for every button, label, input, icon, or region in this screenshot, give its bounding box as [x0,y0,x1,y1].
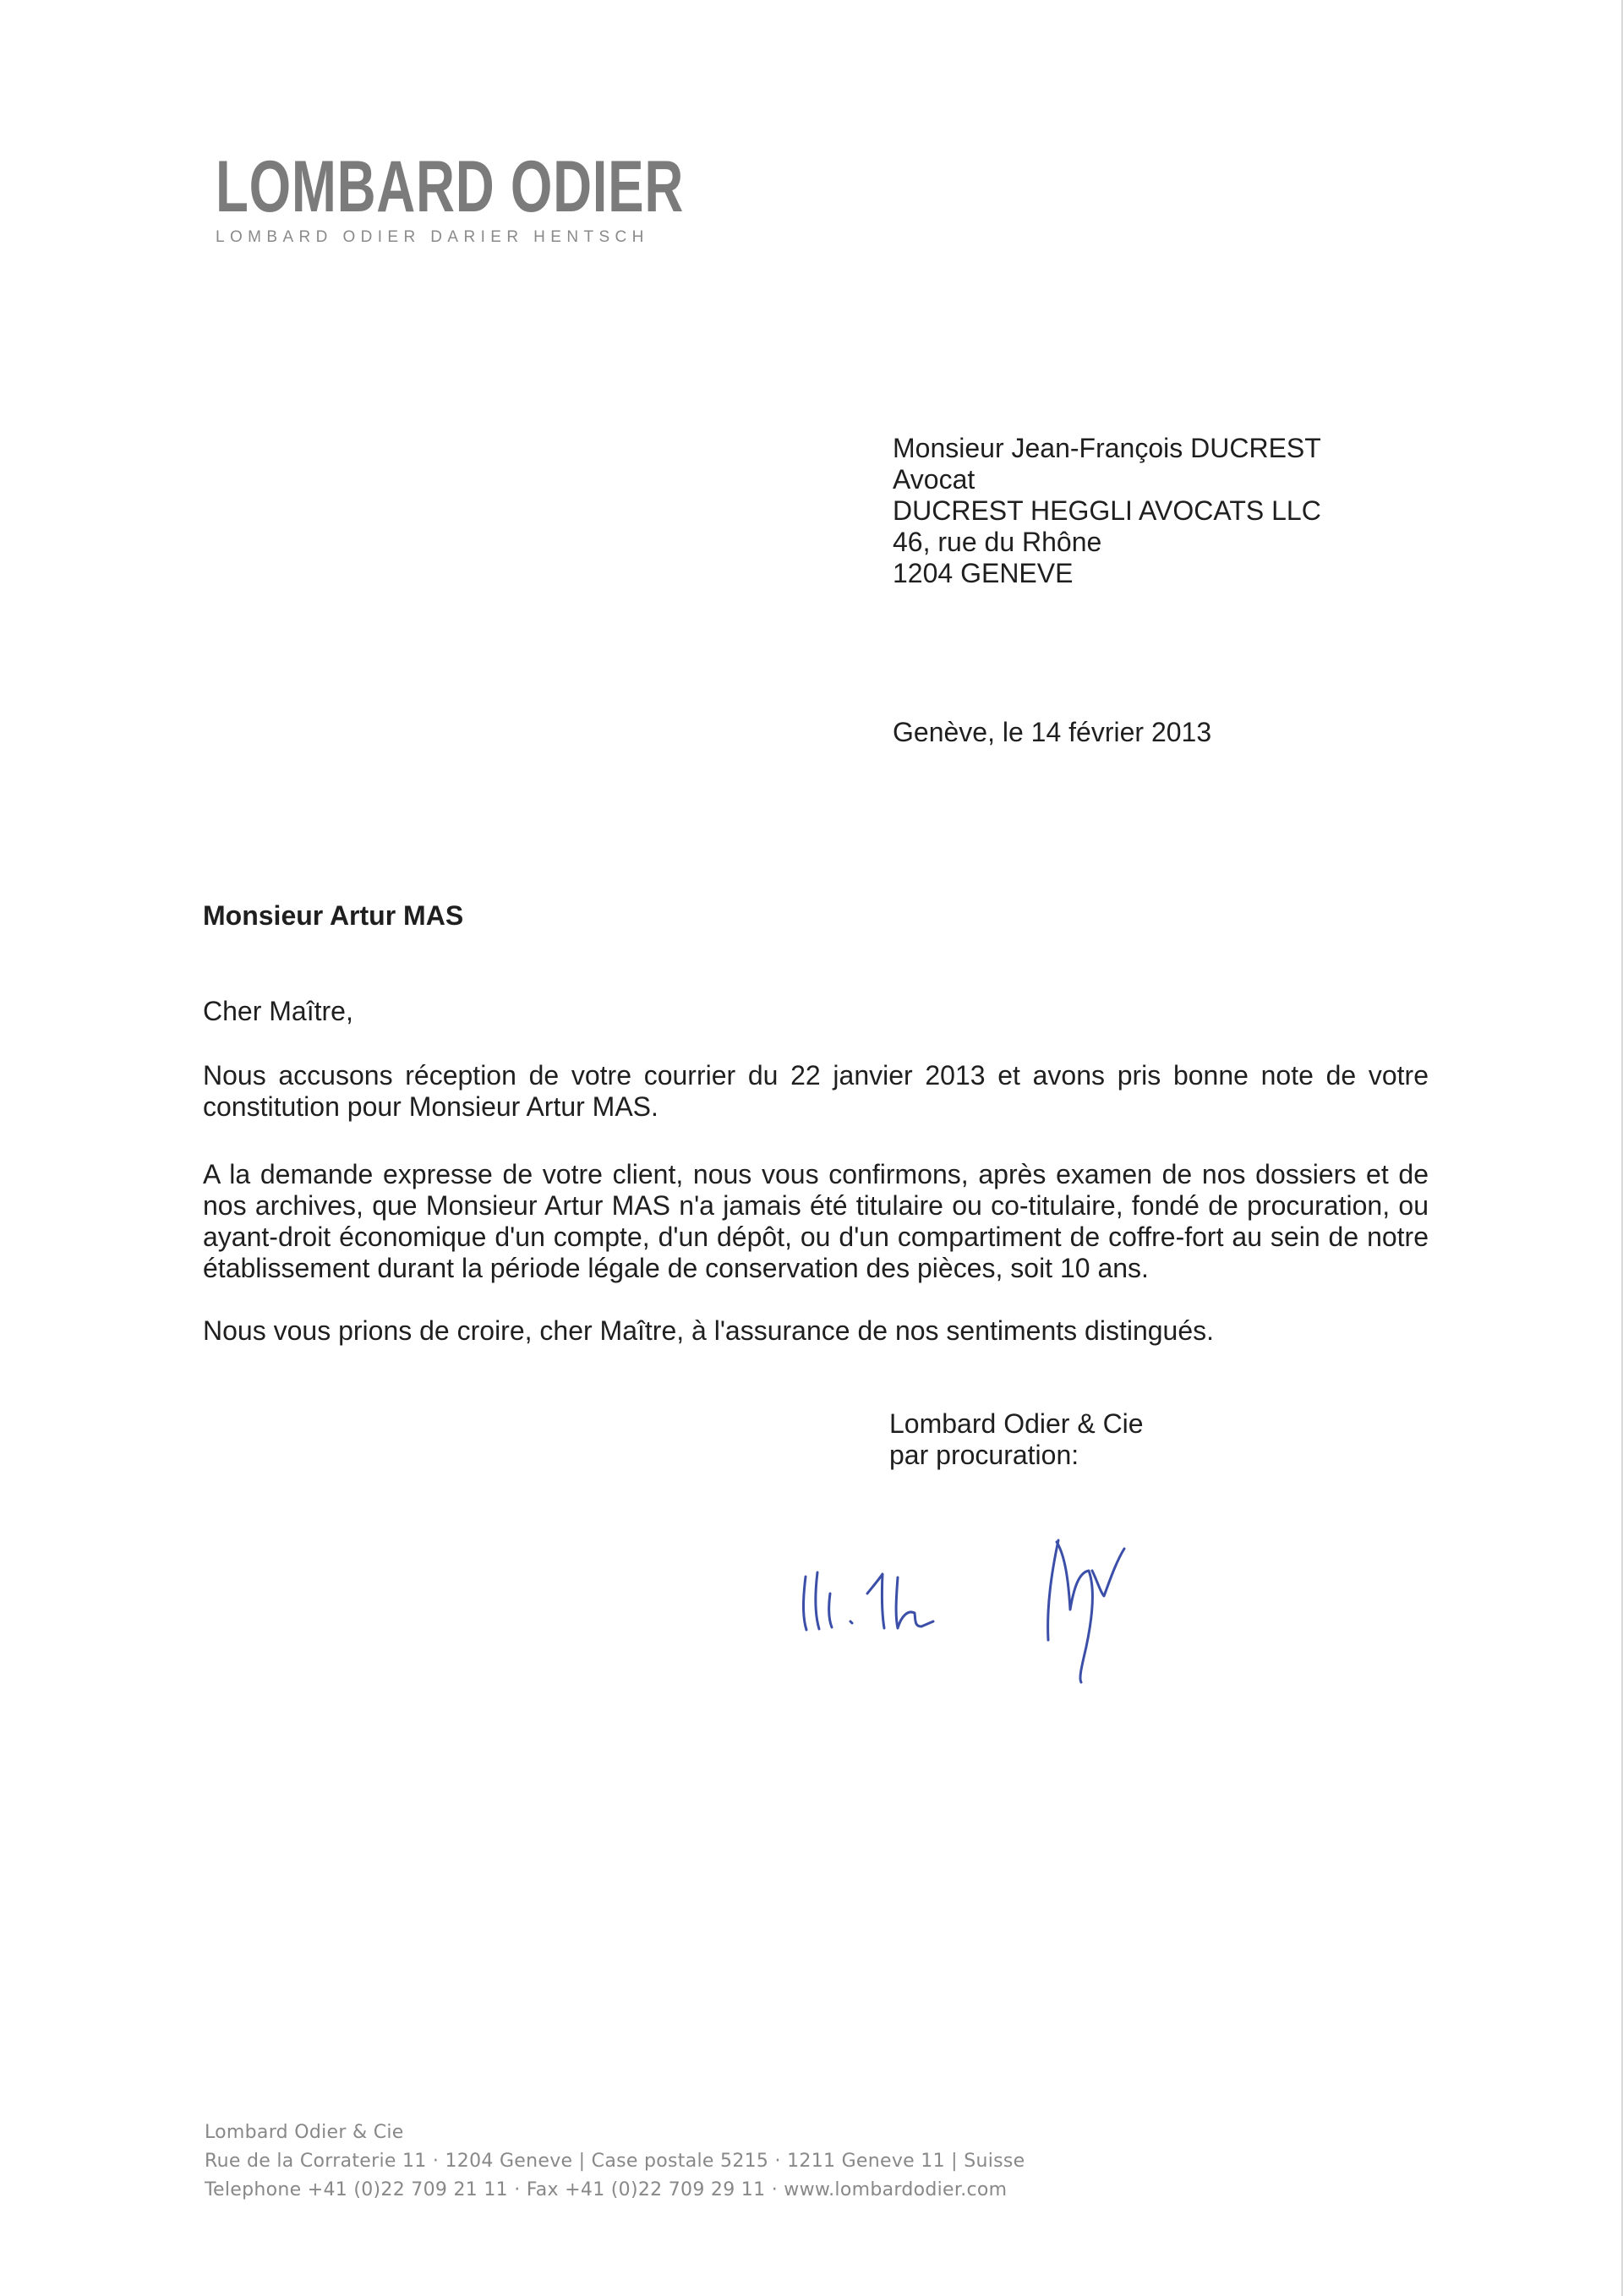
recipient-city: 1204 GENEVE [893,558,1074,588]
recipient-title: Avocat [893,464,975,495]
salutation: Cher Maître, [203,996,353,1026]
footer-address: Rue de la Corraterie 11 · 1204 Geneve | Case postale 5215 · 1211 Geneve 11 | Suisse [205,2151,1025,2172]
footer [205,2118,1025,2205]
brand-subtitle: LOMBARD ODIER DARIER HENTSCH [216,228,649,246]
footer-company: Lombard Odier & Cie [205,2122,404,2143]
recipient-address [893,433,1321,589]
recipient-street: 46, rue du Rhône [893,527,1102,557]
recipient-name: Monsieur Jean-François DUCREST [893,433,1321,463]
body-paragraph: Nous vous prions de croire, cher Maître, à l'assurance de nos sentiments distingués. [203,1315,1215,1346]
closing [889,1408,1144,1471]
brand-name: LOMBARD ODIER [216,146,685,227]
body-paragraph: Nous accusons réception de votre courrier du 22 janvier 2013 et avons pris bonne note de votre constitution pour Monsieur Artur MAS. [203,1060,1429,1122]
recipient-firm: DUCREST HEGGLI AVOCATS LLC [893,495,1321,526]
letter-date: Genève, le 14 février 2013 [893,717,1212,747]
letterhead-logo [216,146,849,247]
handwritten-signature [795,1522,1217,1725]
footer-contact: Telephone +41 (0)22 709 21 11 · Fax +41 (0)22 709 29 11 · www.lombardodier.com [205,2179,1008,2200]
letter-subject: Monsieur Artur MAS [203,900,464,931]
closing-procuration: par procuration: [889,1440,1079,1470]
closing-company: Lombard Odier & Cie [889,1408,1144,1439]
body-paragraph: A la demande expresse de votre client, nous vous confirmons, après examen de nos dossiers et de nos archives, que Monsieur Artur MAS n'a jamais été titulaire ou co-titulaire, fondé de procuration, ou ayant-droit économique d'un compte, d'un dépôt, ou d'un compartiment de coffre-fort au sein de notre établissement durant la période légale de conservation des pièces, soit 10 ans. [203,1159,1429,1283]
